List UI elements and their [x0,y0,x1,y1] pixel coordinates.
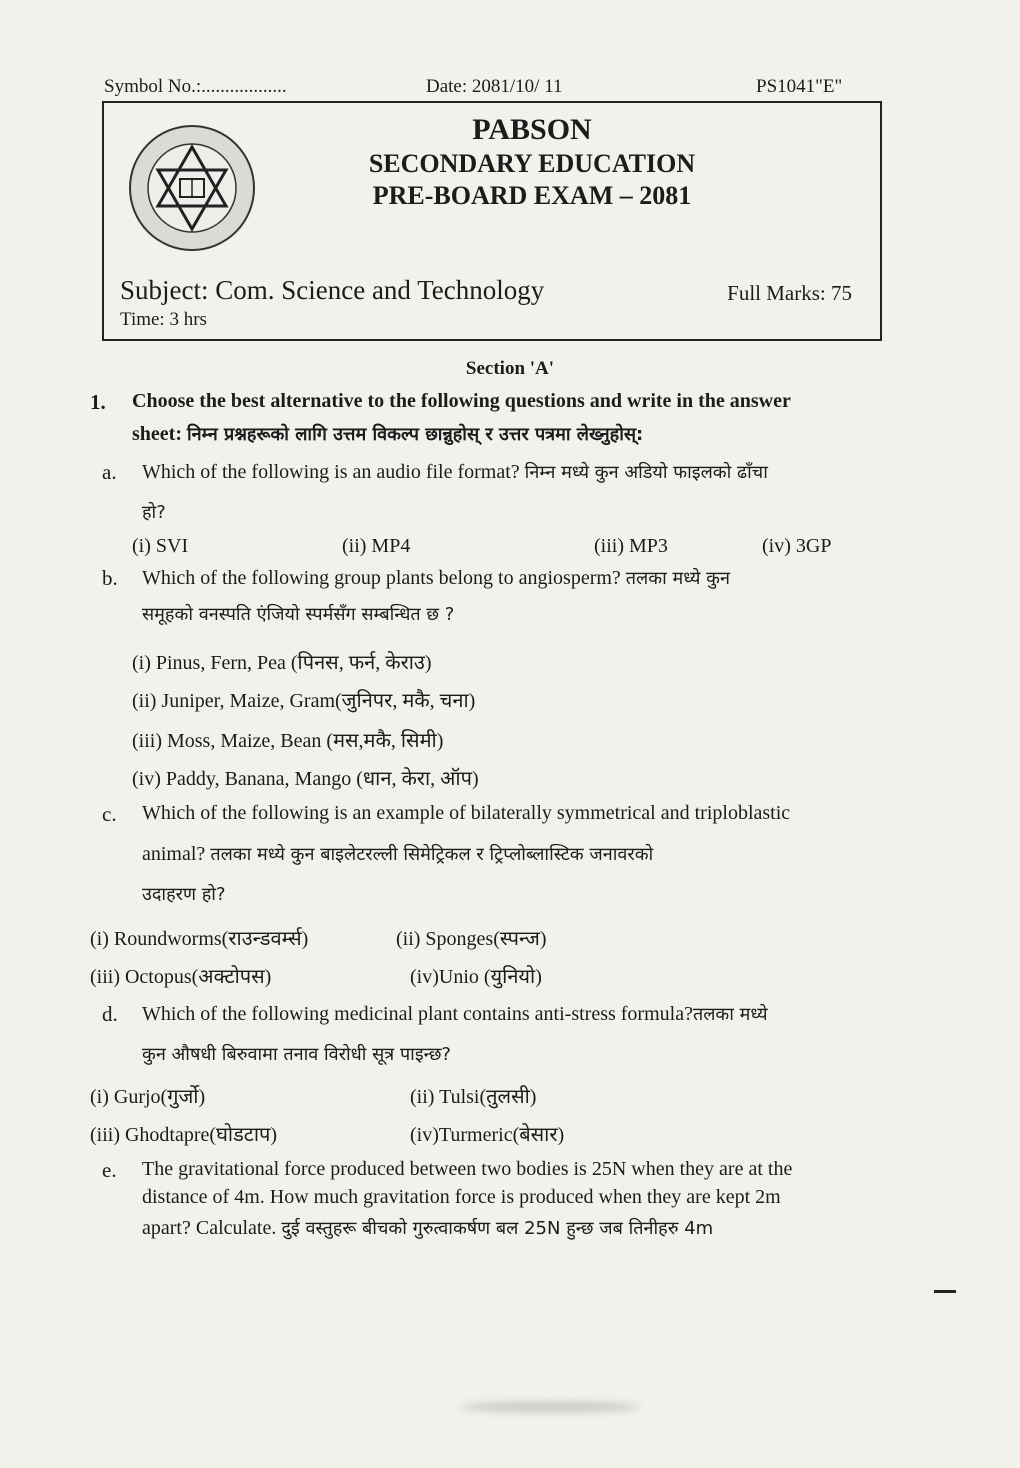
qe-question-nepali: दुई वस्तुहरू बीचको गुरुत्वाकर्षण बल 25N हुन्छ जब तिनीहरु 4m [281,1218,714,1239]
qc-question-nepali-2: उदाहरण हो? [142,884,226,905]
qc-option-1: (i) Roundworms(राउन्डवर्म्स) [90,928,309,950]
qc-option-4: (iv)Unio (युनियो) [410,966,542,988]
qa-question-nepali-2: हो? [142,502,166,523]
qe-question-2: distance of 4m. How much gravitation force is produced when they are kept 2m [142,1186,781,1208]
qd-option-1: (i) Gurjo(गुर्जो) [90,1086,206,1108]
qd-question-nepali-2: कुन औषधी बिरुवामा तनाव विरोधी सूत्र पाइन्छ? [142,1044,451,1065]
org-name: PABSON [472,113,592,146]
qd-question: Which of the following medicinal plant contains anti-stress formula? [142,1003,693,1025]
qa-question: Which of the following is an audio file format? [142,461,520,483]
qb-question: Which of the following group plants belong to angiosperm? [142,567,621,589]
qc-option-3: (iii) Octopus(अक्टोपस) [90,966,272,988]
qa-option-2: (ii) MP4 [342,535,411,557]
q1-number: 1. [90,390,106,414]
subject: Subject: Com. Science and Technology [120,275,545,305]
qb-label: b. [102,566,118,590]
qd-option-2: (ii) Tulsi(तुलसी) [410,1086,537,1108]
qa-option-4: (iv) 3GP [762,535,832,557]
qb-option-1: (i) Pinus, Fern, Pea (पिनस, फर्न, केराउ) [132,652,432,674]
qb-option-2: (ii) Juniper, Maize, Gram(जुनिपर, मकै, चना) [132,690,476,712]
qc-question: Which of the following is an example of bilaterally symmetrical and triploblastic [142,802,791,824]
exam-header-box [102,101,882,341]
qd-label: d. [102,1002,118,1026]
exam-name: PRE-BOARD EXAM – 2081 [372,181,692,210]
paper-code: PS1041"E" [756,76,843,97]
qc-question-2: animal? [142,843,206,865]
section-title: Section 'A' [465,358,555,379]
exam-level: SECONDARY EDUCATION [368,149,696,178]
q1-instruction-nepali: निम्न प्रश्नहरूको लागि उत्तम विकल्प छान्नुहोस् र उत्तर पत्रमा लेख्नुहोस्: [186,424,644,445]
qa-question-nepali: निम्न मध्ये कुन अडियो फाइलको ढाँचा [524,462,768,483]
qa-option-1: (i) SVI [132,535,189,557]
qb-question-nepali-2: समूहको वनस्पति एंजियो स्पर्मसँग सम्बन्धित छ ? [142,604,455,625]
page-continue-dash [934,1290,956,1293]
qc-label: c. [102,802,117,826]
qb-option-3: (iii) Moss, Maize, Bean (मस,मकै, सिमी) [132,730,444,752]
exam-date: Date: 2081/10/ 11 [426,76,563,97]
time-allowed: Time: 3 hrs [120,309,207,330]
qe-label: e. [102,1158,117,1182]
qc-option-2: (ii) Sponges(स्पन्ज) [396,928,547,950]
qd-option-3: (iii) Ghodtapre(घोडटाप) [90,1124,278,1146]
qe-question-1: The gravitational force produced between two bodies is 25N when they are at the [142,1158,793,1180]
qc-question-nepali: तलका मध्ये कुन बाइलेटरल्ली सिमेट्रिकल र ट्रिप्लोब्लास्टिक जनावरको [210,844,654,865]
qa-label: a. [102,460,117,484]
q1-instruction-line1: Choose the best alternative to the following questions and write in the answer [132,390,791,412]
symbol-number: Symbol No.:.................. [104,76,287,97]
qb-option-4: (iv) Paddy, Banana, Mango (धान, केरा, ऑप) [132,768,479,790]
q1-instruction-sheet: sheet: [132,423,182,445]
qe-question-3: apart? Calculate. [142,1217,277,1239]
qa-option-3: (iii) MP3 [594,535,668,557]
scan-smudge [460,1402,640,1412]
qd-option-4: (iv)Turmeric(बेसार) [410,1124,565,1146]
full-marks: Full Marks: 75 [727,281,852,305]
qd-question-nepali: तलका मध्ये [692,1004,768,1025]
qb-question-nepali: तलका मध्ये कुन [625,568,730,589]
